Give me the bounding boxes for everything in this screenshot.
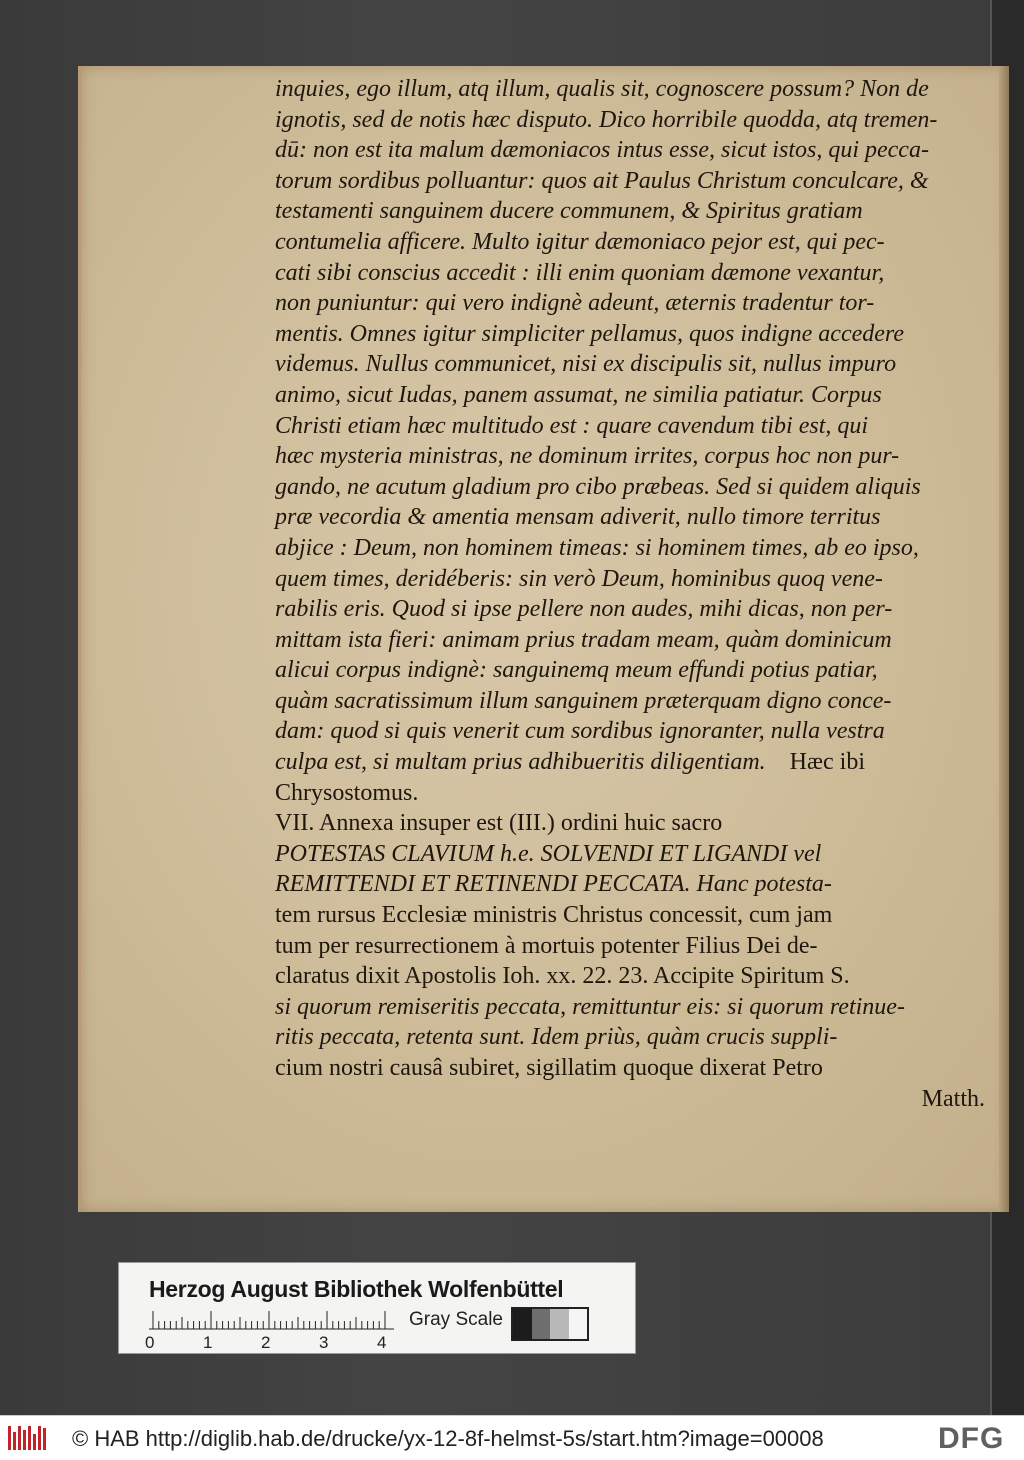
dfg-logo: DFG [938,1422,1005,1455]
text-line-roman-tail: Hæc ibi [789,749,865,776]
swatch-dark-gray [532,1309,551,1339]
footer-bar [0,1415,1024,1460]
text-line: alicui corpus indignè: sanguinemq meum effundi potius patiar, [275,657,878,684]
text-line: REMITTENDI ET RETINENDI PECCATA. Hanc potesta- [275,871,832,898]
text-line-with-tail [275,747,995,778]
swatch-black [513,1309,532,1339]
text-line: mittam ista fieri: animam prius tradam meam, quàm dominicum [275,626,892,653]
text-line: ignotis, sed de notis hæc disputo. Dico horribile quodda, atq tremen- [275,106,938,133]
text-line: mentis. Omnes igitur simpliciter pellamus, quos indigne accedere [275,320,905,347]
gray-scale-label: Gray Scale [409,1309,503,1330]
text-line: Christi etiam hæc multitudo est : quare cavendum tibi est, qui [275,412,869,439]
ruler-number: 4 [377,1333,387,1352]
text-line: contumelia afficere. Multo igitur dæmoniaco pejor est, qui pec- [275,228,885,255]
page-binding-edge [999,66,1009,1212]
library-name: Herzog August Bibliothek Wolfenbüttel [149,1276,564,1302]
text-line: POTESTAS CLAVIUM h.e. SOLVENDI ET LIGANDI vel [275,840,822,867]
text-line: culpa est, si multam prius adhibueritis diligentiam. [275,749,766,776]
text-line: tem rursus Ecclesiæ ministris Christus concessit, cum jam [275,902,833,929]
text-line: VII. Annexa insuper est (III.) ordini huic sacro [275,810,723,837]
text-line: quem times, deridéberis: sin verò Deum, hominibus quoq vene- [275,565,883,592]
catchword: Matth. [921,1085,985,1112]
copyright-url[interactable]: © HAB http://diglib.hab.de/drucke/yx-12-8f-helmst-5s/start.htm?image=00008 [72,1426,824,1451]
text-line: dam: quod si quis venerit cum sordibus ignoranter, nulla vestra [275,718,885,745]
text-line: ritis peccata, retenta sunt. Idem priùs, quàm crucis suppli- [275,1024,838,1051]
text-line: cati sibi conscius accedit : illi enim quoniam dæmone vexantur, [275,259,885,286]
ruler-number: 1 [203,1333,213,1352]
text-line: præ vecordia & amentia mensam adiverit, nullo timore territus [275,504,881,531]
text-line: quàm sacratissimum illum sanguinem præterquam digno conce- [275,687,892,714]
text-line: testamenti sanguinem ducere communem, & Spiritus gratiam [275,198,863,225]
swatch-light-gray [550,1309,569,1339]
ruler-numbers [145,1333,405,1353]
library-label-card [118,1262,636,1354]
text-line: videmus. Nullus communicet, nisi ex discipulis sit, nullus impuro [275,351,897,378]
text-line: animo, sicut Iudas, panem assumat, ne similia patiatur. Corpus [275,381,882,408]
ruler-scale [149,1311,394,1331]
text-line: claratus dixit Apostolis Ioh. xx. 22. 23. Accipite Spiritum S. [275,963,850,990]
text-line: non puniuntur: qui vero indignè adeunt, æternis tradentur tor- [275,290,875,317]
barcode-icon [8,1426,48,1450]
text-line: abjice : Deum, non hominem timeas: si hominem times, ab eo ipso, [275,534,919,561]
text-line: rabilis eris. Quod si ipse pellere non audes, mihi dicas, non per- [275,596,893,623]
book-page [78,66,1009,1212]
ruler-number: 0 [145,1333,155,1352]
text-line: Chrysostomus. [275,779,419,806]
gray-scale-swatches [511,1307,589,1341]
text-line: si quorum remiseritis peccata, remittuntur eis: si quorum retinue- [275,993,905,1020]
text-line: gando, ne acutum gladium pro cibo præbeas. Sed si quidem aliquis [275,473,921,500]
page-text [275,74,995,1112]
text-line: cium nostri causâ subiret, sigillatim quoque dixerat Petro [275,1055,823,1081]
text-line: inquies, ego illum, atq illum, qualis sit, cognoscere possum? Non de [275,76,929,102]
swatch-white [569,1309,588,1339]
text-line: tum per resurrectionem à mortuis potenter Filius Dei de- [275,932,818,959]
text-line: dū: non est ita malum dæmoniacos intus esse, sicut istos, qui pecca- [275,137,929,164]
ruler-number: 2 [261,1333,271,1352]
text-line: torum sordibus polluantur: quos ait Paulus Christum conculcare, & [275,167,929,194]
ruler-number: 3 [319,1333,329,1352]
text-line: hæc mysteria ministras, ne dominum irrites, corpus hoc non pur- [275,443,900,470]
